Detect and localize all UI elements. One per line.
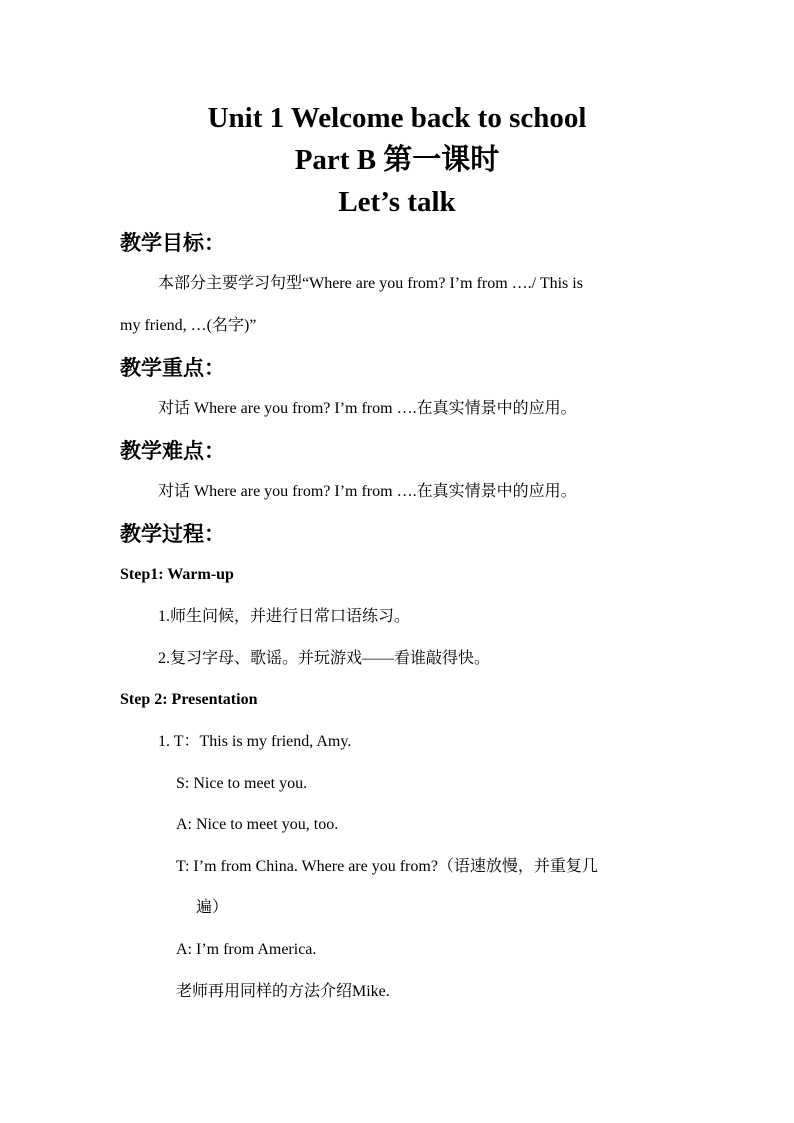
key-points-text: 对话 Where are you from? I’m from ….在真实情景中的应用。 [158,400,577,417]
lesson-title: Let’s talk [338,186,456,218]
part-title: Part B 第一课时 [294,144,500,176]
teacher-note: 老师再用同样的方法介绍Mike. [176,983,390,1000]
step1-item: 1.师生问候，并进行日常口语练习。 [158,608,411,625]
dialogue-line: 1. T：This is my friend, Amy. [158,733,352,750]
objectives-text-line2: my friend, …(名字)” [120,317,257,334]
objectives-heading: 教学目标： [120,231,225,255]
dialogue-line: A: Nice to meet you, too. [176,816,339,833]
step2-title: Step 2: Presentation [120,691,258,708]
objectives-text-line1: 本部分主要学习句型“Where are you from? I’m from …./ This is [158,275,583,292]
difficulties-text: 对话 Where are you from? I’m from ….在真实情景中的应用。 [158,483,577,500]
difficulties-heading: 教学难点： [120,439,225,463]
process-heading: 教学过程： [120,522,225,546]
step1-title: Step1: Warm-up [120,566,234,583]
step1-item: 2.复习字母、歌谣。并玩游戏——看谁敲得快。 [158,650,491,667]
key-points-heading: 教学重点： [120,356,225,380]
dialogue-line: S: Nice to meet you. [176,775,308,792]
dialogue-line: T: I’m from China. Where are you from?（语速放慢，并重复几 [176,858,598,875]
unit-title: Unit 1 Welcome back to school [207,102,587,134]
dialogue-line: A: I’m from America. [176,941,317,958]
dialogue-line-continuation: 遍） [196,899,229,916]
